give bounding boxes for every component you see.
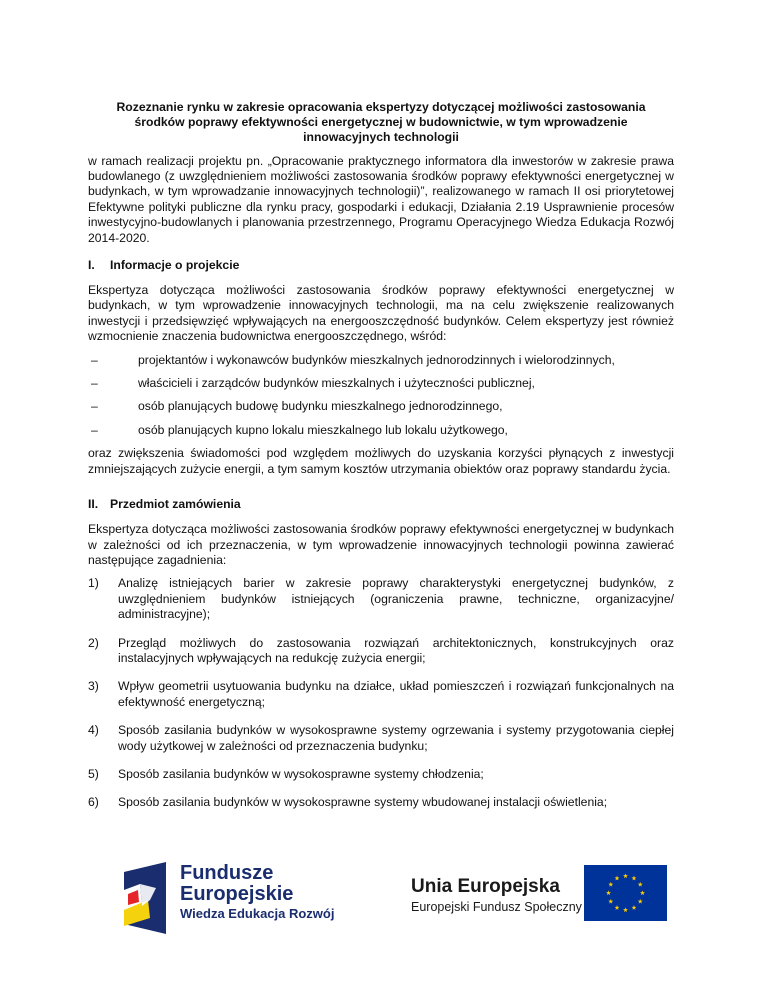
item-number: 2)	[88, 635, 99, 650]
eu-flag-icon	[584, 865, 667, 921]
list-item: 3) Wpływ geometrii usytuowania budynku na działce, układ pomieszczeń i rozwiązań funkcjonalnych na efektywność energetyczną;	[88, 679, 674, 709]
list-item: 1) Analizę istniejących barier w zakresie poprawy charakterystyki energetycznej budynków, z uwzględnieniem budynków istniejących (ograniczenia prawne, techniczne, organizacyjne/ administracyjne);	[88, 576, 674, 622]
list-item: – osób planujących budowę budynku mieszkalnego jednorodzinnego,	[91, 399, 503, 414]
dash-bullet: –	[91, 422, 98, 437]
list-item: 4) Sposób zasilania budynków w wysokosprawne systemy ogrzewania i systemy przygotowania ciepłej wody użytkowej w zależności od przeznaczenia budynku;	[88, 723, 674, 753]
target-group-list	[88, 353, 674, 439]
list-item: – osób planujących kupno lokalu mieszkalnego lub lokalu użytkowego,	[91, 422, 508, 437]
fundusze-europejskie-icon	[122, 860, 176, 936]
list-item: 2) Przegląd możliwych do zastosowania rozwiązań architektonicznych, konstrukcyjnych oraz instalacyjnych wpływających na redukcję zużycia energii;	[88, 635, 674, 665]
item-number: 1)	[88, 576, 99, 591]
section-1-title: Informacje o projekcie	[110, 258, 240, 273]
item-number: 3)	[88, 679, 99, 694]
item-number: 5)	[88, 766, 99, 781]
list-item: 6) Sposób zasilania budynków w wysokosprawne systemy wbudowanej instalacji oświetlenia;	[88, 795, 608, 810]
fundusze-europejskie-logo	[122, 860, 352, 940]
topics-list	[88, 576, 674, 810]
list-item: – właścicieli i zarządców budynków mieszkalnych i użyteczności publicznej,	[91, 376, 535, 391]
section-1-number: I.	[88, 258, 95, 273]
section-1-heading	[88, 258, 674, 273]
footer-logos	[0, 850, 768, 960]
document-body	[88, 100, 674, 824]
intro-paragraph: w ramach realizacji projektu pn. „Opracowanie praktycznego informatora dla inwestorów w zakresie prawa budowlanego (z uwzględnieniem możliwości zastosowania środków poprawy efektywności energetycznej w budynkach, w tym wprowadzanie innowacyjnych technologii)”, realizowanego w ramach II osi priorytetowej Efektywne polityki publiczne dla rynku pracy, gospodarki i edukacji, Działania 2.19 Usprawnienie procesów inwestycyjno-budowlanych i planowania przestrzennego, Programu Operacyjnego Wiedza Edukacja Rozwój 2014-2020.	[88, 153, 674, 245]
section-2-heading	[88, 497, 674, 512]
section-1-paragraph: Ekspertyza dotycząca możliwości zastosowania środków poprawy efektywności energetycznej w budynkach, w tym wprowadzenie innowacyjnych technologii, ma na celu zwiększenie realizowanych inwestycji i przedsięwzięć wpływających na energooszczędność budynków. Celem ekspertyzy jest również wzmocnienie znaczenia budownictwa energooszczędnego, wśród:	[88, 283, 674, 344]
list-item: 5) Sposób zasilania budynków w wysokosprawne systemy chłodzenia;	[88, 766, 484, 781]
section-2-paragraph: Ekspertyza dotycząca możliwości zastosowania środków poprawy efektywności energetycznej w budynkach w zależności od ich przeznaczenia, w tym wprowadzenie innowacyjnych technologii powinna zawierać następujące zagadnienia:	[88, 522, 674, 567]
fundusze-europejskie-text: Fundusze Europejskie Wiedza Edukacja Rozwój	[180, 862, 335, 921]
dash-bullet: –	[91, 352, 98, 367]
section-2-number: II.	[88, 497, 99, 512]
document-title: Rozeznanie rynku w zakresie opracowania ekspertyzy dotyczącej możliwości zastosowania środków poprawy efektywności energetycznej w budownictwie, w tym wprowadzenie innowacyjnych technologii	[116, 100, 646, 145]
section-1-closing-paragraph: oraz zwiększenia świadomości pod względem możliwych do uzyskania korzyści płynących z inwestycji zmniejszających zużycie energii, a tym samym kosztów utrzymania obiektów oraz poprawy standardu życia.	[88, 446, 674, 476]
item-number: 6)	[88, 795, 99, 810]
dash-bullet: –	[91, 399, 98, 414]
item-number: 4)	[88, 723, 99, 738]
list-item: – projektantów i wykonawców budynków mieszkalnych jednorodzinnych i wielorodzinnych,	[91, 352, 615, 367]
dash-bullet: –	[91, 376, 98, 391]
section-2-title: Przedmiot zamówienia	[110, 497, 241, 512]
unia-europejska-text: Unia Europejska Europejski Fundusz Społeczny	[411, 876, 582, 914]
